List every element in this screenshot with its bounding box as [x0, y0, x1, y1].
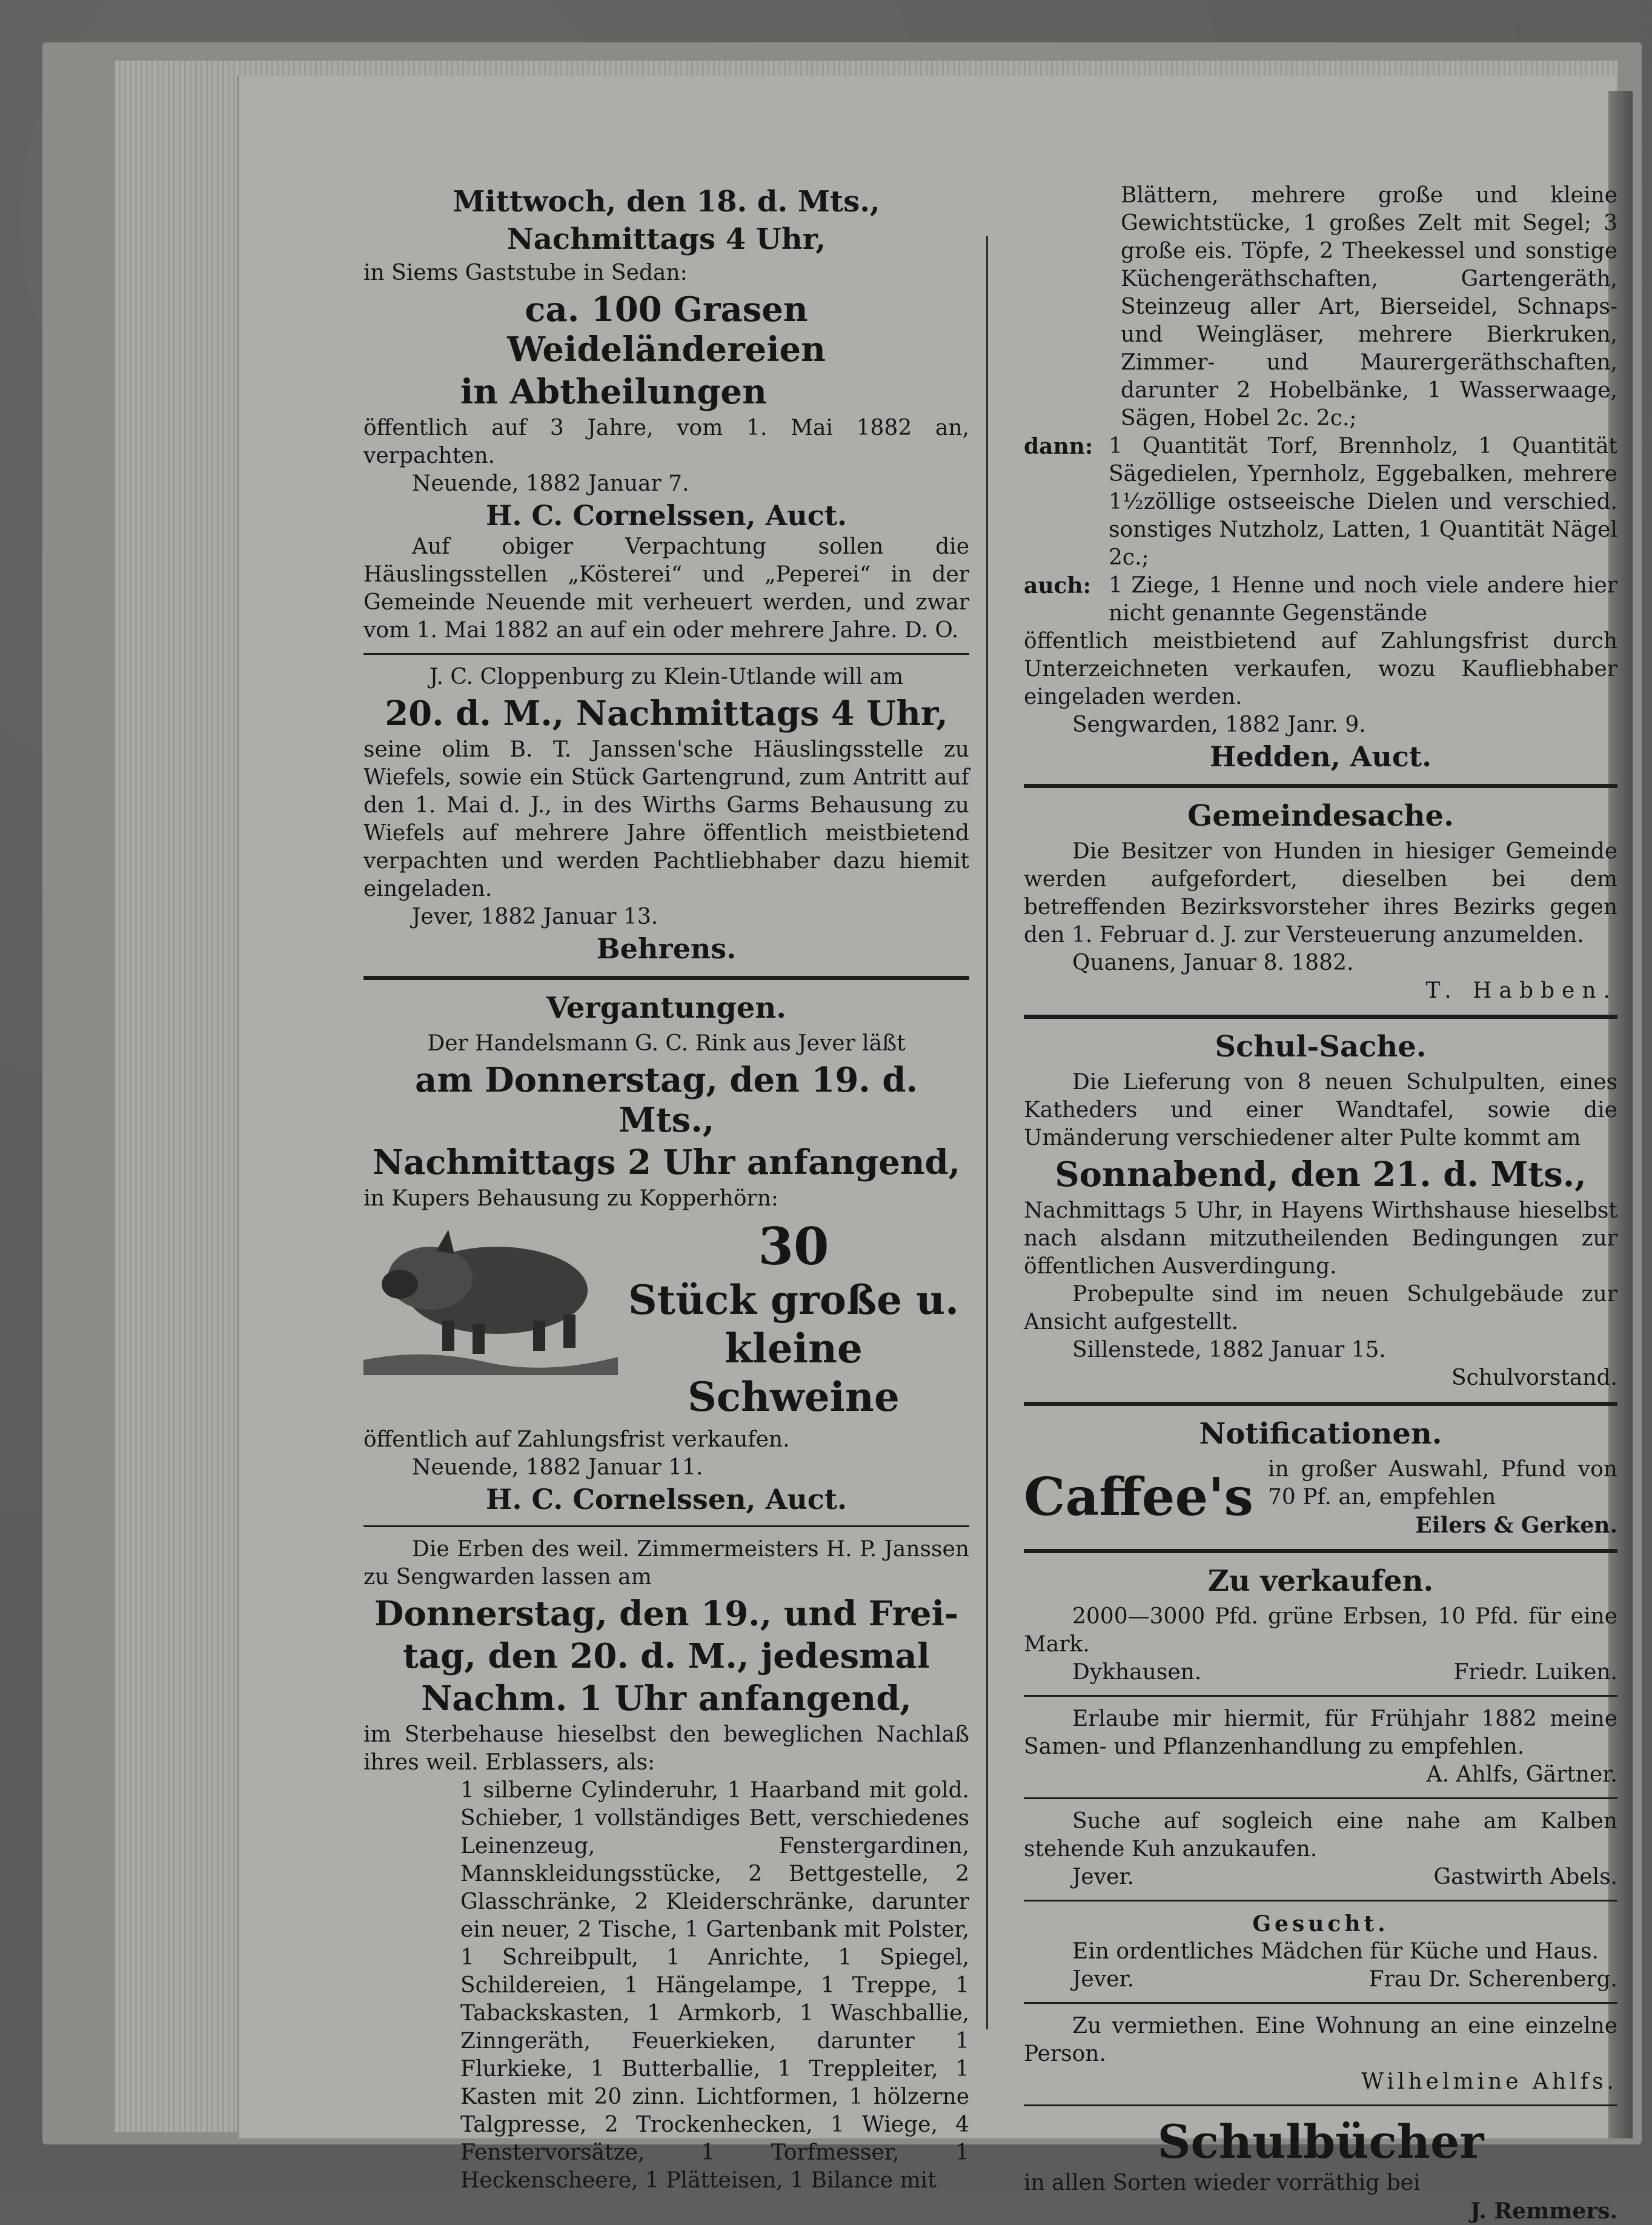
left-column — [363, 182, 969, 2193]
ad-haeuslingsstelle — [363, 663, 969, 966]
auch-text: 1 Ziege, 1 Henne und noch viele andere hier nicht genannte Gegenstände — [1109, 573, 1617, 626]
ad-location: in Siems Gaststube in Sedan: — [363, 260, 688, 285]
ad-auctioneer: Hedden, Auct. — [1209, 740, 1432, 773]
notice-wohnung — [1024, 2012, 1617, 2096]
ad-time: Nachmittags 2 Uhr anfangend, — [372, 1142, 961, 1182]
notice-title: Schul-Sache. — [1215, 1030, 1427, 1064]
auch-row — [1024, 572, 1617, 628]
separator — [1024, 1015, 1617, 1019]
ad-intro: Die Erben des weil. Zimmermeisters H. P. Janssen zu Sengwarden lassen am — [363, 1537, 969, 1590]
notice-signer: J. Remmers. — [1470, 2198, 1617, 2224]
notice-place: Dykhausen. — [1072, 1660, 1202, 1685]
separator — [1024, 2002, 1617, 2004]
ad-date-3: Nachm. 1 Uhr anfangend, — [421, 1679, 912, 1719]
notice-signer: Schulvorstand. — [1451, 1365, 1617, 1390]
caffee-signer: Eilers & Gerken. — [1415, 1513, 1617, 1538]
ad-signer: Behrens. — [596, 932, 737, 965]
notice-gemeindesache — [1024, 798, 1617, 1005]
caffee-text: in großer Auswahl, Pfund von 70 Pf. an, empfehlen — [1267, 1457, 1617, 1510]
notice-body: Die Besitzer von Hunden in hiesiger Gemeinde werden aufgefordert, dieselben bei dem betreffenden Bezirksvorsteher ihres Bezirks gegen den 1. Februar d. J. zur Versteuerung anzumelden. — [1024, 839, 1617, 947]
pig-item-2: kleine Schweine — [688, 1325, 900, 1421]
notice-body-3: Probepulte sind im neuen Schulgebäude zur Ansicht aufgestellt. — [1024, 1282, 1617, 1335]
ad-intro: J. C. Cloppenburg zu Klein-Utlande will am — [429, 665, 904, 689]
ad-body: öffentlich auf 3 Jahre, vom 1. Mai 1882 an, verpachten. — [363, 416, 969, 468]
notice-schulsache — [1024, 1029, 1617, 1392]
notice-title: Gemeindesache. — [1187, 799, 1454, 833]
ad-auctioneer: H. C. Cornelssen, Auct. — [486, 1483, 847, 1516]
pig-icon — [363, 1218, 618, 1375]
notice-footer — [1024, 1863, 1617, 1891]
ad-body: seine olim B. T. Janssen'sche Häuslingsstelle zu Wiefels, sowie ein Stück Gartengrund, zum Antritt auf den 1. Mai d. J., in des Wirths Garms Behausung zu Wiefels auf mehrere Jahre öffentlich meistbietend verpachten und werden Pachtliebhaber dazu hiemit eingeladen. — [363, 737, 969, 901]
caffee-text-block — [1268, 1456, 1617, 1539]
separator — [363, 653, 969, 655]
notice-title: Schulbücher — [1157, 2115, 1484, 2169]
notice-gesucht — [1024, 1910, 1617, 1994]
right-column — [1024, 182, 1617, 2224]
ad-location: in Kupers Behausung zu Kopperhörn: — [363, 1186, 779, 1211]
ad-place-date: Jever, 1882 Januar 13. — [412, 904, 658, 929]
notice-date: Sonnabend, den 21. d. Mts., — [1055, 1155, 1587, 1195]
pig-offer — [618, 1218, 969, 1421]
notice-footer — [1024, 1659, 1617, 1686]
notice-place: Jever. — [1072, 1967, 1135, 1992]
ad-weidelaendereien — [363, 184, 969, 645]
notice-gaertner — [1024, 1705, 1617, 1789]
notice-notificationen — [1024, 1416, 1617, 1539]
notice-body: Erlaube mir hiermit, für Frühjahr 1882 meine Samen- und Pflanzenhandlung zu empfehlen. — [1024, 1706, 1617, 1759]
ad-date-2: tag, den 20. d. M., jedesmal — [403, 1636, 930, 1676]
notice-signer: Frau Dr. Scherenberg. — [1368, 1967, 1617, 1992]
notice-kuh — [1024, 1808, 1617, 1891]
notice-signer: Friedr. Luiken. — [1453, 1660, 1617, 1685]
separator — [1024, 1549, 1617, 1553]
ad-date: Mittwoch, den 18. d. Mts., — [453, 185, 880, 219]
separator — [1024, 1797, 1617, 1799]
ad-place-date: Sengwarden, 1882 Janr. 9. — [1072, 712, 1366, 737]
ad-place-date: Neuende, 1882 Januar 7. — [412, 471, 689, 496]
caffee-logo: Caffee's — [1024, 1467, 1253, 1528]
column-divider — [986, 236, 988, 2029]
notice-zu-verkaufen — [1024, 1563, 1617, 1686]
ad-intro: Der Handelsmann G. C. Rink aus Jever läßt — [427, 1031, 906, 1056]
notice-body: Suche auf sogleich eine nahe am Kalben stehende Kuh anzukaufen. — [1024, 1809, 1617, 1862]
ad-auctioneer: H. C. Cornelssen, Auct. — [486, 499, 847, 532]
ad-items: 1 silberne Cylinderuhr, 1 Haarband mit gold. Schieber, 1 vollständiges Bett, verschiedenes Leinenzeug, Fenstergardinen, Mannskleidungsstücke, 2 Bettgestelle, 2 Glasschränke, 2 Kleiderschränke, darunter ein neuer, 2 Tische, 1 Gartenbank mit Polster, 1 Schreibpult, 1 Anrichte, 1 Spiegel, Schildereien, 1 Hängelampe, 1 Treppe, 1 Tabackskasten, 1 Armkorb, 1 Waschballie, Zinngeräth, Feuerkieken, darunter 1 Flurkieke, 1 Butterballie, 1 Treppleiter, 1 Kasten mit 20 zinn. Lichtformen, 1 hölzerne Talgpresse, 2 Trockenhecken, 1 Wiege, 4 Fenstervorsätze, 1 Torfmesser, 1 Heckenscheere, 1 Plätteisen, 1 Bilance mit — [460, 1778, 969, 2193]
section-title: Vergantungen. — [546, 991, 786, 1025]
notice-signer: Gastwirth Abels. — [1433, 1865, 1617, 1889]
ad-note: Auf obiger Verpachtung sollen die Häuslingsstellen „Kösterei“ und „Peperei“ in der Gemeinde Neuende mit verheuert werden, und zwar vom 1. Mai 1882 an auf ein oder mehrere Jahre. D. O. — [363, 534, 969, 643]
notice-body-2: Nachmittags 5 Uhr, in Hayens Wirthshause hieselbst nach alsdann mitzutheilenden Bedingungen zur öffentlichen Ausverdingung. — [1024, 1198, 1617, 1279]
notice-place-date: Sillenstede, 1882 Januar 15. — [1072, 1338, 1386, 1362]
notice-body: Die Lieferung von 8 neuen Schulpulten, eines Katheders und einer Wandtafel, sowie die Umänderung verschiedener alter Pulte kommt am — [1024, 1070, 1617, 1150]
dann-text: 1 Quantität Torf, Brennholz, 1 Quantität Sägedielen, Ypernholz, Eggebalken, mehrere 1½zöllige ostseeische Dielen und verschied. sonstiges Nutzholz, Latten, 1 Quantität Nägel 2c.; — [1109, 434, 1617, 570]
notice-signer: Wilhelmine Ahlfs. — [1361, 2069, 1617, 2094]
ad-date-1: Donnerstag, den 19., und Frei- — [374, 1594, 959, 1634]
ad-body: öffentlich meistbietend auf Zahlungsfrist durch Unterzeichneten verkaufen, wozu Kaufliebhaber eingeladen werden. — [1024, 629, 1617, 709]
dann-row — [1024, 433, 1617, 572]
notice-title: Gesucht. — [1252, 1911, 1389, 1937]
notice-signer: T. Habben. — [1425, 978, 1617, 1003]
caffee-ad — [1024, 1456, 1617, 1539]
ad-time: Nachmittags 4 Uhr, — [506, 222, 826, 256]
ad-date: am Donnerstag, den 19. d. Mts., — [415, 1060, 918, 1140]
separator — [363, 1525, 969, 1527]
ad-items: Blättern, mehrere große und kleine Gewichtstücke, 1 großes Zelt mit Segel; 3 große eis. Töpfe, 2 Theekessel und sonstige Küchengeräthschaften, Gartengeräth, Steinzeug aller Art, Bierseidel, Schnaps- und Weingläser, mehrere Bierkruken, Zimmer- und Maurergeräthschaften, darunter 2 Hobelbänke, 1 Wasserwaage, Sägen, Hobel 2c. 2c.; — [1121, 183, 1617, 431]
ad-offer-sub: in Abtheilungen — [460, 372, 767, 412]
notice-schulbuecher — [1024, 2115, 1617, 2225]
notice-place: Jever. — [1072, 1865, 1135, 1889]
notice-title: Notificationen. — [1199, 1417, 1442, 1451]
notice-title: Zu verkaufen. — [1207, 1564, 1434, 1598]
notice-body: Zu vermiethen. Eine Wohnung an eine einzelne Person. — [1024, 2014, 1617, 2066]
pig-count: 30 — [758, 1216, 829, 1276]
notice-body: in allen Sorten wieder vorräthig bei — [1024, 2170, 1421, 2195]
pig-block — [363, 1218, 969, 1421]
notice-place-date: Quanens, Januar 8. 1882. — [1072, 950, 1354, 975]
ad-body: öffentlich auf Zahlungsfrist verkaufen. — [363, 1427, 790, 1452]
ad-schweine — [363, 1030, 969, 1517]
dann-label: dann: — [1024, 434, 1093, 459]
ad-nachlass — [363, 1536, 969, 2195]
ad-date: 20. d. M., Nachmittags 4 Uhr, — [385, 694, 948, 734]
pig-illustration — [363, 1218, 618, 1375]
separator — [1024, 2104, 1617, 2106]
ad-offer: ca. 100 Grasen Weideländereien — [507, 290, 826, 370]
notice-body: 2000—3000 Pfd. grüne Erbsen, 10 Pfd. für eine Mark. — [1024, 1604, 1617, 1657]
notice-footer — [1024, 1966, 1617, 1994]
separator — [1024, 1402, 1617, 1406]
ad-place-date: Neuende, 1882 Januar 11. — [412, 1455, 703, 1480]
auch-label: auch: — [1024, 573, 1091, 599]
pig-item-1: Stück große u. — [628, 1276, 960, 1324]
ad-body: im Sterbehause hieselbst den beweglichen Nachlaß ihres weil. Erblassers, als: — [363, 1722, 969, 1775]
separator — [1024, 1900, 1617, 1902]
separator — [1024, 784, 1617, 788]
ad-nachlass-continued — [1024, 182, 1617, 774]
notice-signer: A. Ahlfs, Gärtner. — [1426, 1762, 1617, 1787]
separator — [1024, 1695, 1617, 1697]
separator — [363, 976, 969, 980]
notice-body: Ein ordentliches Mädchen für Küche und Haus. — [1072, 1939, 1599, 1964]
